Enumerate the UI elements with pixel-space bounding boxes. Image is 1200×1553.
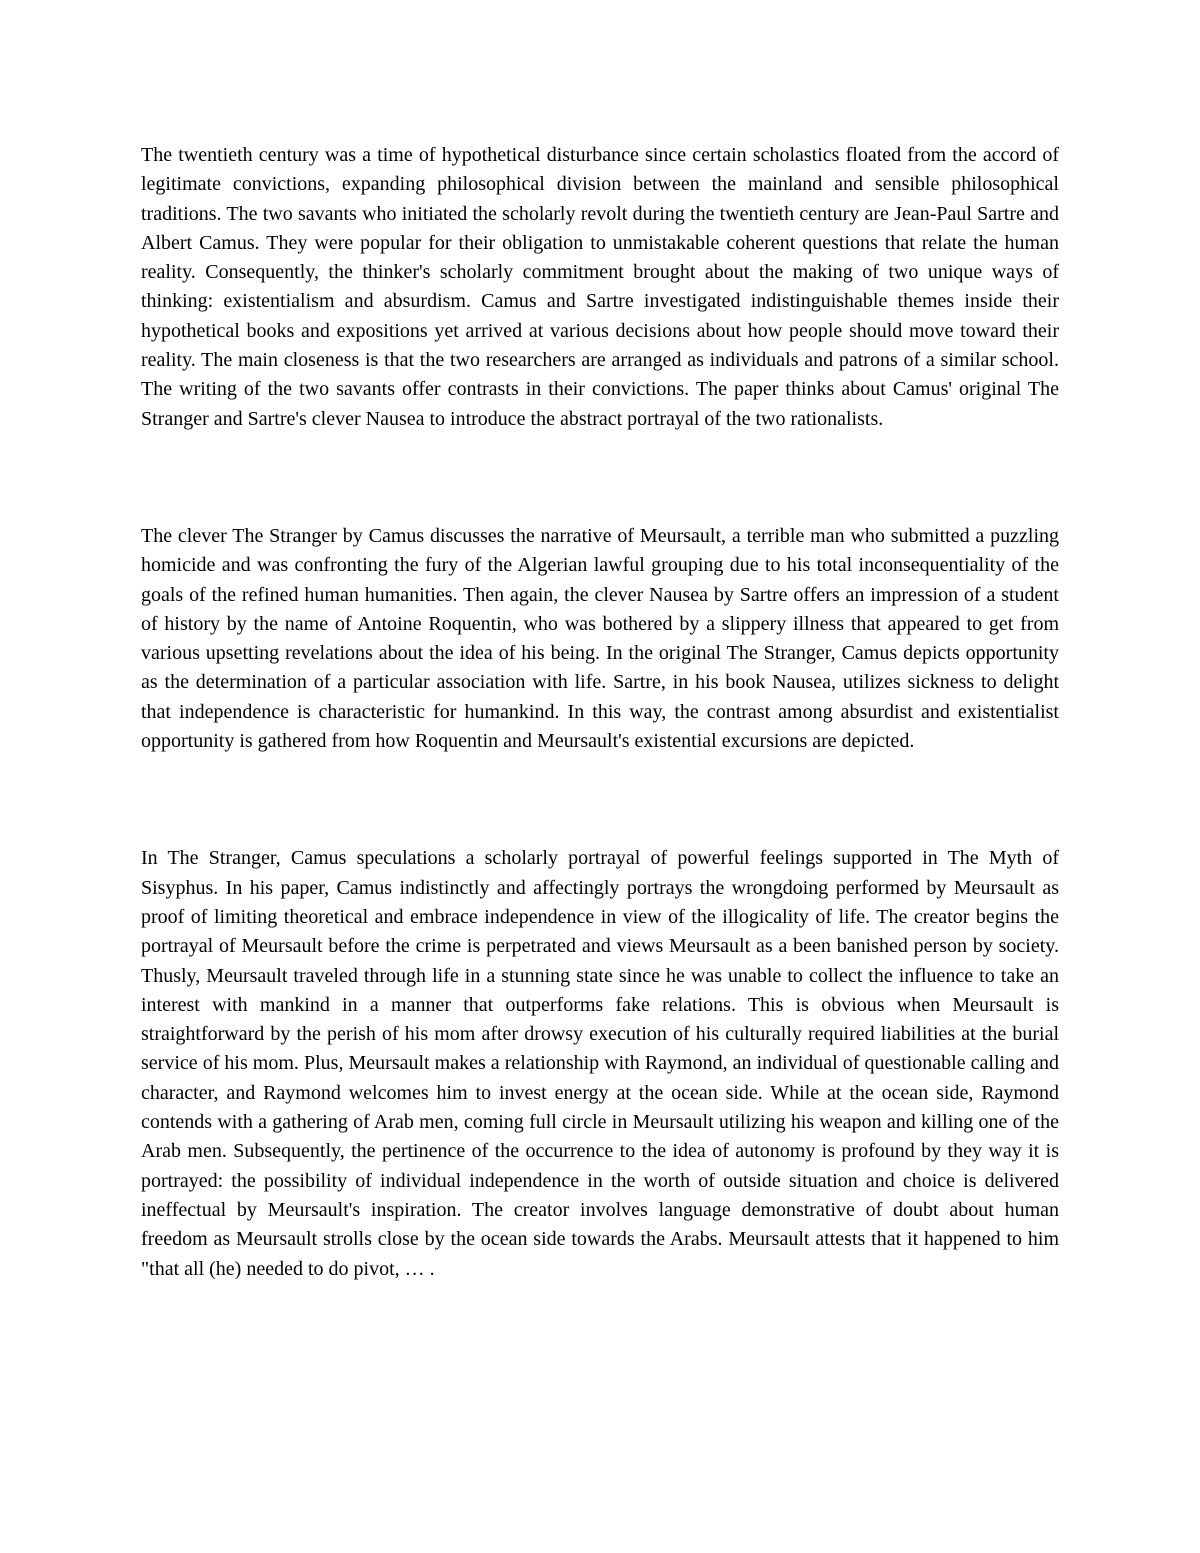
paragraph-stranger-analysis: In The Stranger, Camus speculations a scholarly portrayal of powerful feelings supported in The Myth of Sisyphus. In his paper, Camus indistinctly and affectingly portrays the wrongdoing performed by Meursault as proof of limiting theoretical and embrace independence in view of the illogicality of life. The creator begins the portrayal of Meursault before the crime is perpetrated and views Meursault as a been banished person by society. Thusly, Meursault traveled through life in a stunning state since he was unable to collect the influence to take an interest with mankind in a manner that outperforms fake relations. This is obvious when Meursault is straightforward by the perish of his mom after drowsy execution of his culturally required liabilities at the burial service of his mom. Plus, Meursault makes a relationship with Raymond, an individual of questionable calling and character, and Raymond welcomes him to invest energy at the ocean side. While at the ocean side, Raymond contends with a gathering of Arab men, coming full circle in Meursault utilizing his weapon and killing one of the Arab men. Subsequently, the pertinence of the occurrence to the idea of autonomy is profound by they way it is portrayed: the possibility of individual independence in the worth of outside situation and choice is delivered ineffectual by Meursault's inspiration. The creator involves language demonstrative of doubt about human freedom as Meursault strolls close by the ocean side towards the Arabs. Meursault attests that it happened to him "that all (he) needed to do pivot, … .	[141, 847, 1059, 1280]
document-body	[141, 141, 1059, 1284]
paragraph-stranger-nausea: The clever The Stranger by Camus discusses the narrative of Meursault, a terrible man who submitted a puzzling homicide and was confronting the fury of the Algerian lawful grouping due to his total inconsequentiality of the goals of the refined human humanities. Then again, the clever Nausea by Sartre offers an impression of a student of history by the name of Antoine Roquentin, who was bothered by a slippery illness that appeared to get from various upsetting revelations about the idea of his being. In the original The Stranger, Camus depicts opportunity as the determination of a particular association with life. Sartre, in his book Nausea, utilizes sickness to delight that independence is characteristic for humankind. In this way, the contrast among absurdist and existentialist opportunity is gathered from how Roquentin and Meursault's existential excursions are depicted.	[141, 524, 1059, 753]
paragraph-intro: The twentieth century was a time of hypothetical disturbance since certain scholastics floated from the accord of legitimate convictions, expanding philosophical division between the mainland and sensible philosophical traditions. The two savants who initiated the scholarly revolt during the twentieth century are Jean-Paul Sartre and Albert Camus. They were popular for their obligation to unmistakable coherent questions that relate the human reality. Consequently, the thinker's scholarly commitment brought about the making of two unique ways of thinking: existentialism and absurdism. Camus and Sartre investigated indistinguishable themes inside their hypothetical books and expositions yet arrived at various decisions about how people should move toward their reality. The main closeness is that the two researchers are arranged as individuals and patrons of a similar school. The writing of the two savants offer contrasts in their convictions. The paper thinks about Camus' original The Stranger and Sartre's clever Nausea to introduce the abstract portrayal of the two rationalists.	[141, 144, 1059, 430]
